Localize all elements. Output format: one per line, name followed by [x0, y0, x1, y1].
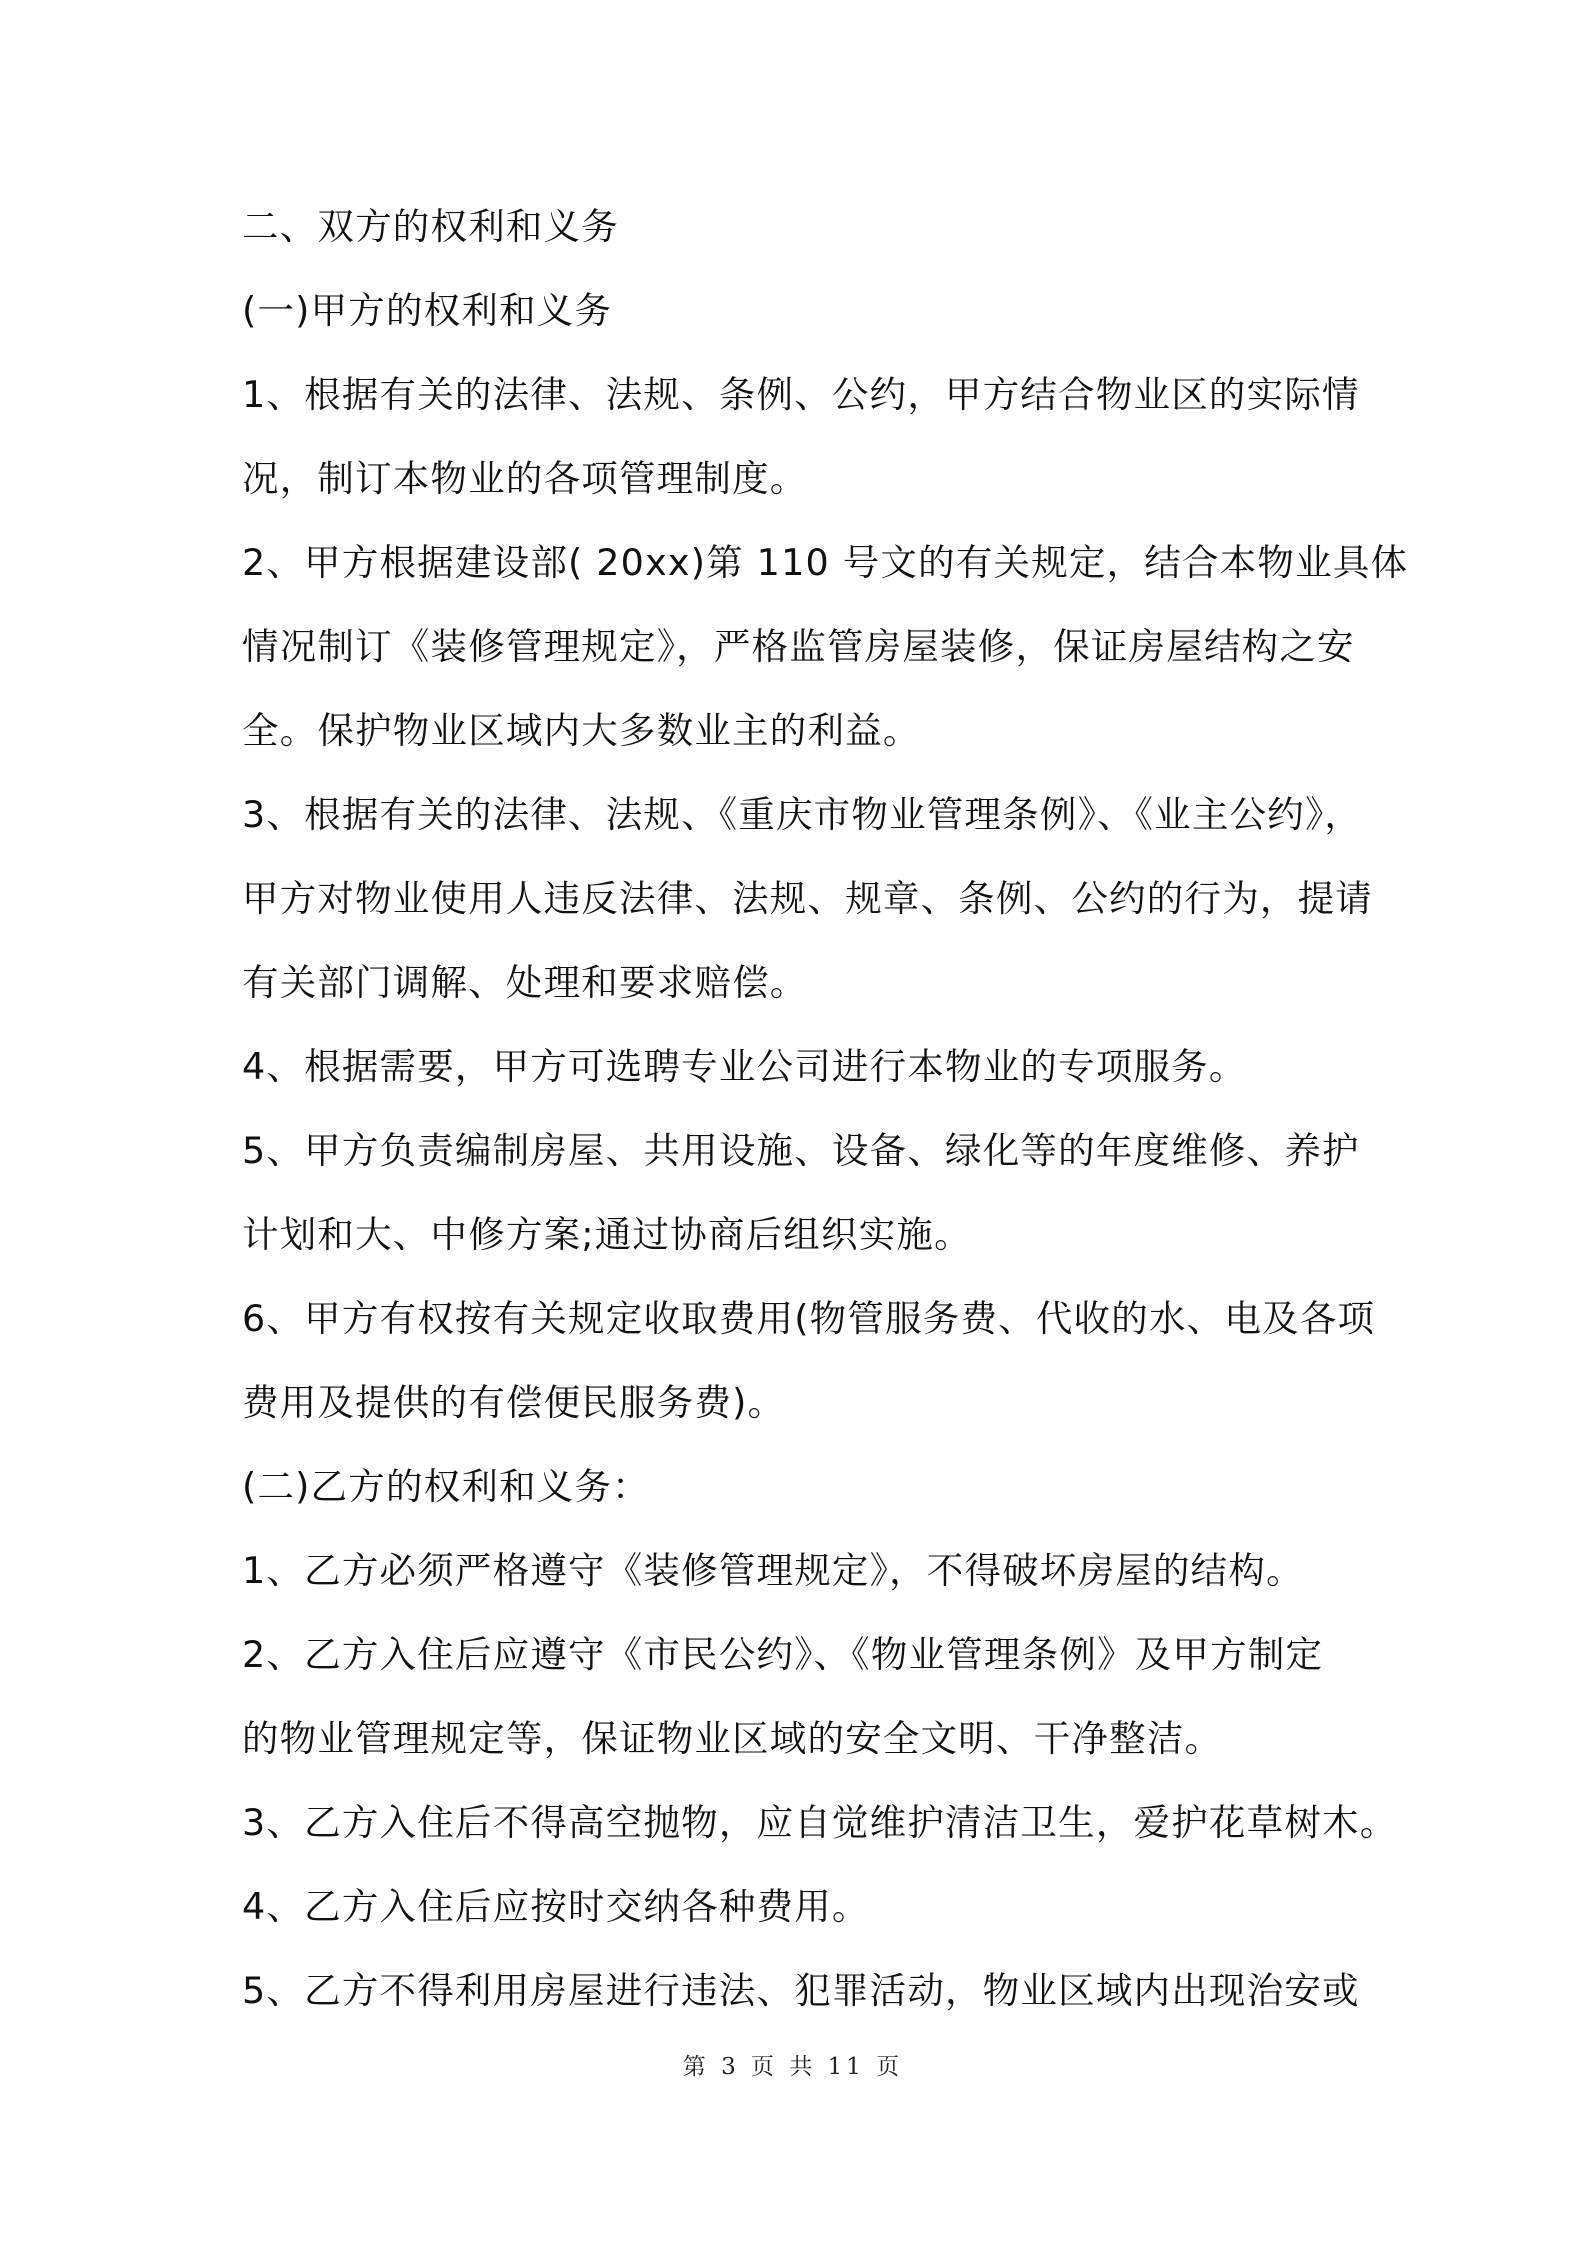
section-heading: 二、双方的权利和义务 [242, 205, 619, 248]
text-line: 全。保护物业区域内大多数业主的利益。 [242, 709, 921, 752]
subsection-heading-party-a: (一)甲方的权利和义务 [242, 289, 613, 332]
text-line: 3、乙方入住后不得高空抛物，应自觉维护清洁卫生，爱护花草树木。 [242, 1801, 1398, 1844]
text-line: 的物业管理规定等，保证物业区域的安全文明、干净整洁。 [242, 1717, 1223, 1760]
text-line: 4、根据需要，甲方可选聘专业公司进行本物业的专项服务。 [242, 1045, 1247, 1088]
text-line: 3、根据有关的法律、法规、《重庆市物业管理条例》、《业主公约》， [242, 793, 1363, 836]
text-line: 1、乙方必须严格遵守《装修管理规定》，不得破坏房屋的结构。 [242, 1549, 1304, 1592]
text-line: 情况制订《装修管理规定》，严格监管房屋装修，保证房屋结构之安 [242, 625, 1355, 668]
text-line: 2、甲方根据建设部( 20xx)第 110 号文的有关规定，结合本物业具体 [242, 541, 1409, 584]
text-line: 6、甲方有权按有关规定收取费用(物管服务费、代收的水、电及各项 [242, 1297, 1376, 1340]
subsection-heading-party-b: (二)乙方的权利和义务： [242, 1465, 650, 1508]
text-line: 计划和大、中修方案;通过协商后组织实施。 [242, 1213, 972, 1256]
text-line: 5、甲方负责编制房屋、共用设施、设备、绿化等的年度维修、养护 [242, 1129, 1360, 1172]
text-line: 1、根据有关的法律、法规、条例、公约，甲方结合物业区的实际情 [242, 373, 1360, 416]
text-line: 4、乙方入住后应按时交纳各种费用。 [242, 1885, 870, 1928]
text-line: 5、乙方不得利用房屋进行违法、犯罪活动，物业区域内出现治安或 [242, 1969, 1360, 2012]
page-number-footer: 第 3 页 共 11 页 [682, 2054, 904, 2080]
text-line: 甲方对物业使用人违反法律、法规、规章、条例、公约的行为，提请 [242, 877, 1373, 920]
text-line: 2、乙方入住后应遵守《市民公约》、《物业管理条例》及甲方制定 [242, 1633, 1324, 1676]
text-line: 有关部门调解、处理和要求赔偿。 [242, 961, 808, 1004]
text-line: 费用及提供的有偿便民服务费)。 [242, 1381, 786, 1424]
text-line: 况，制订本物业的各项管理制度。 [242, 457, 808, 500]
